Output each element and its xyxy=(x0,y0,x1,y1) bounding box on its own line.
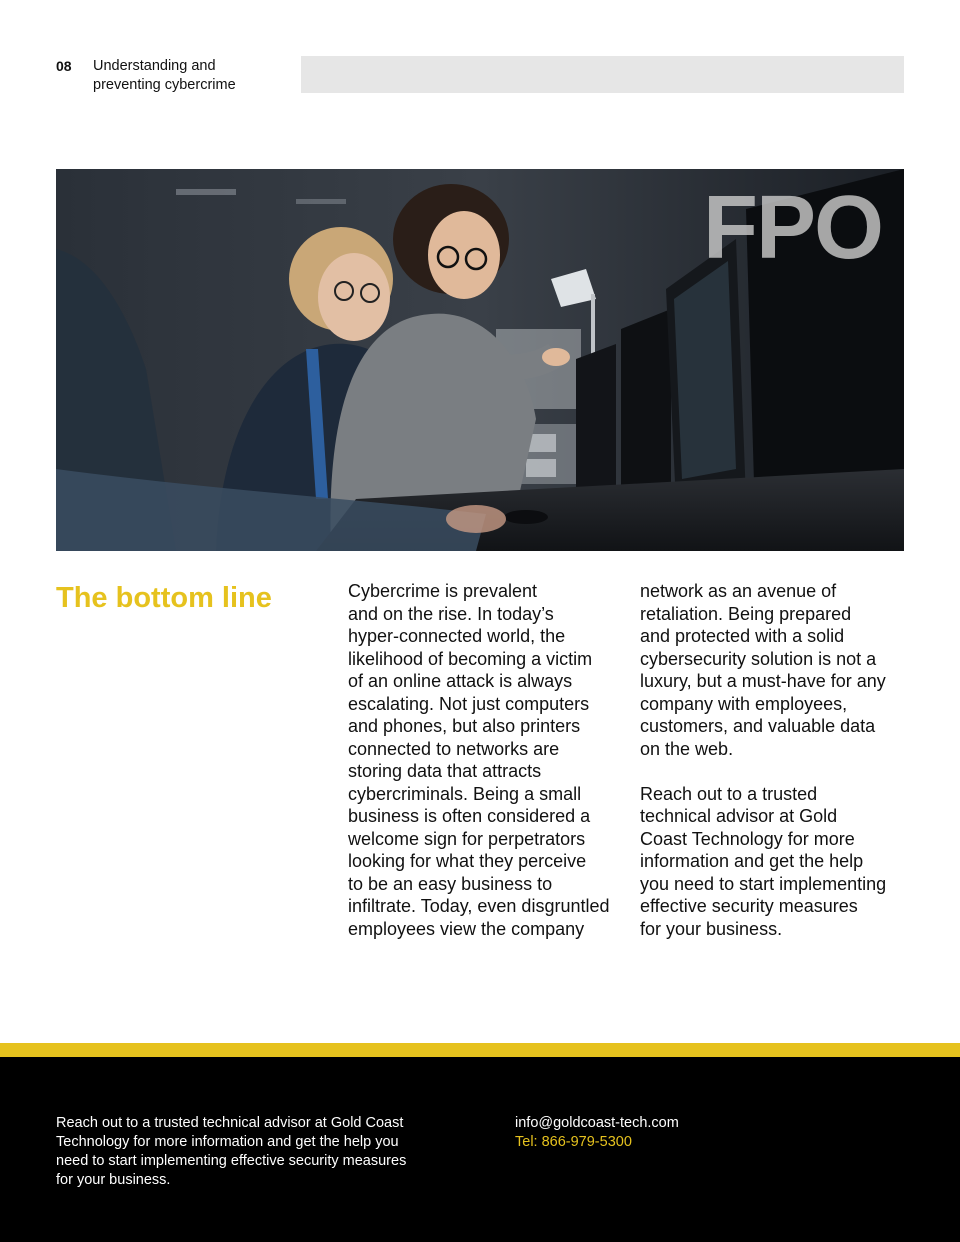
page-header xyxy=(56,56,904,96)
footer-phone[interactable]: Tel: 866-979-5300 xyxy=(515,1134,632,1150)
hero-photo xyxy=(56,169,904,551)
fpo-placeholder-label: FPO xyxy=(702,178,882,278)
body-column-2: network as an avenue of retaliation. Being prepared and protected with a solid cybersecurity solution is not a luxury, but a must-have for any company with employees, customers, and valuable data on the web. Reach out to a trusted technical advisor at Gold Coast Technology for more information and get the help you need to start implementing effective security measures for your business. xyxy=(640,581,887,939)
section-title: Understanding and preventing cybercrime xyxy=(93,58,236,93)
page-footer xyxy=(0,1057,960,1242)
section-heading: The bottom line xyxy=(56,582,272,614)
body-column-1: Cybercrime is prevalent and on the rise. In today’s hyper-connected world, the likelihood of becoming a victim of an online attack is always escalating. Not just computers and phones, but also printers connected to networks are storing data that attracts cybercriminals. Being a small business is often considered a welcome sign for perpetrators looking for what they perceive to be an easy business to infiltrate. Today, even disgruntled employees view the company xyxy=(348,581,610,939)
page-number: 08 xyxy=(56,58,72,74)
header-bar xyxy=(301,56,904,93)
footer-accent-stripe xyxy=(0,1043,960,1057)
footer-cta-text: Reach out to a trusted technical advisor at Gold Coast Technology for more information and get the help you need to start implementing effective security measures for your business. xyxy=(56,1115,407,1188)
footer-email-link[interactable]: info@goldcoast-tech.com xyxy=(515,1115,679,1131)
